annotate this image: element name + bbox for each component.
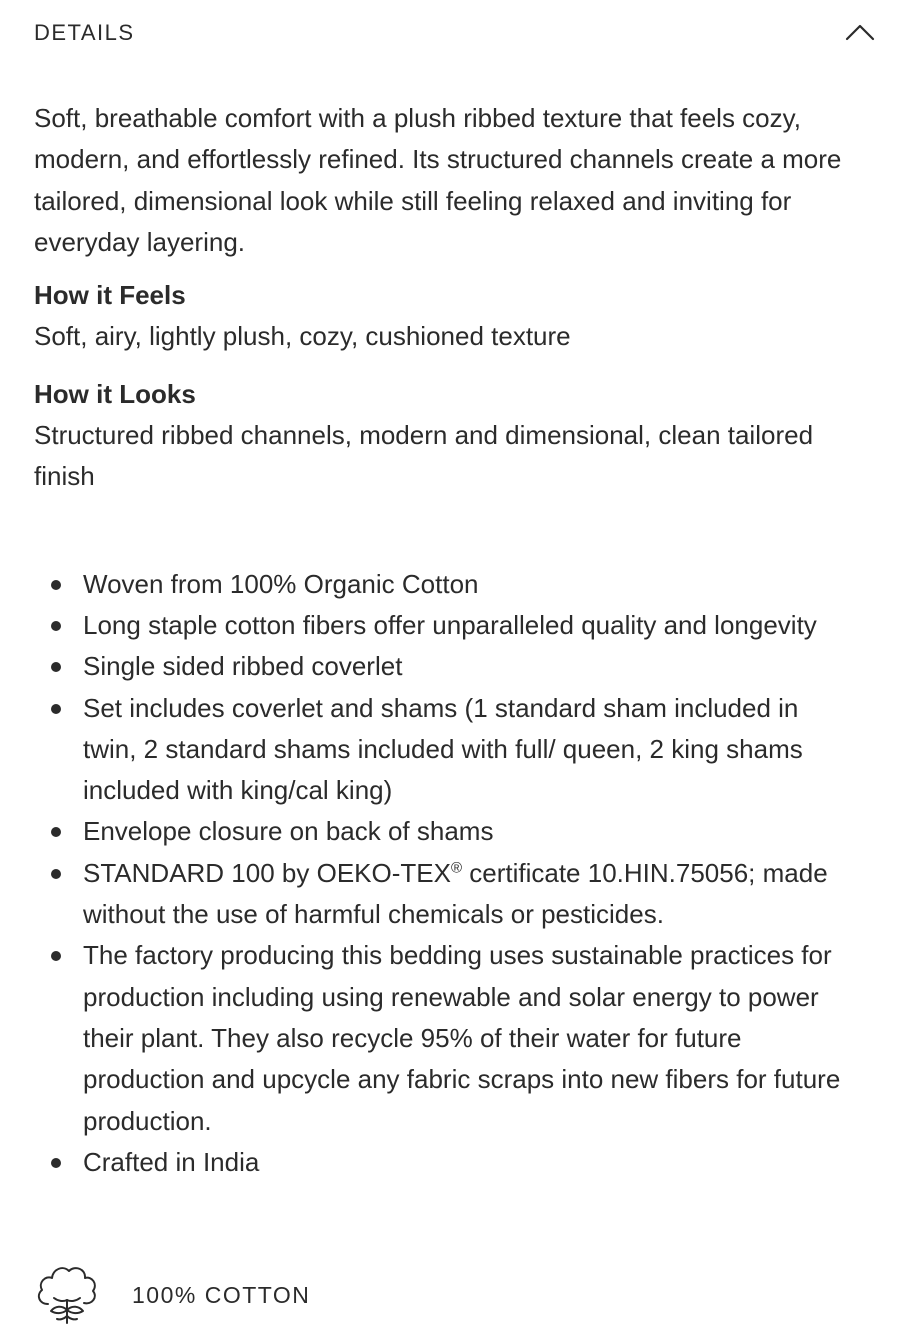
- registered-mark: ®: [450, 859, 463, 877]
- bullet-icon: [51, 951, 61, 961]
- section-title: DETAILS: [34, 20, 135, 45]
- product-description: Soft, breathable comfort with a plush ribbed texture that feels cozy, modern, and effortlessly refined. Its structured channels create a more tailored, dimensional look while still feeling relaxed and inviting for everyday layering.: [34, 103, 842, 257]
- cotton-boll-icon: [34, 1262, 100, 1331]
- bullet-icon: [51, 662, 61, 672]
- material-badge: [34, 1262, 534, 1326]
- feature-list: [34, 564, 854, 1183]
- list-item: Crafted in India: [34, 1142, 854, 1183]
- bullet-icon: [51, 1158, 61, 1168]
- bullet-icon: [51, 621, 61, 631]
- looks-text: Structured ribbed channels, modern and dimensional, clean tailored finish: [34, 420, 814, 492]
- material-label: 100% COTTON: [132, 1282, 311, 1308]
- chevron-up-icon[interactable]: [844, 18, 876, 46]
- list-item: The factory producing this bedding uses sustainable practices for production including using renewable and solar energy to power their plant. They also recycle 95% of their water for future production and upcycle any fabric scraps into new fibers for future production.: [34, 935, 854, 1141]
- feels-text: Soft, airy, lightly plush, cozy, cushioned texture: [34, 321, 571, 352]
- list-item: Long staple cotton fibers offer unparalleled quality and longevity: [34, 605, 854, 646]
- details-content: [34, 98, 854, 1183]
- list-item: Woven from 100% Organic Cotton: [34, 564, 854, 605]
- list-item: Set includes coverlet and shams (1 standard sham included in twin, 2 standard shams included with full/ queen, 2 king shams included with king/cal king): [34, 688, 854, 812]
- list-item: Single sided ribbed coverlet: [34, 646, 854, 687]
- feels-heading: How it Feels: [34, 280, 186, 311]
- details-header[interactable]: [34, 18, 876, 48]
- oeko-tex-label: STANDARD 100 by OEKO-TEX: [83, 857, 451, 888]
- bullet-icon: [51, 704, 61, 714]
- bullet-icon: [51, 827, 61, 837]
- list-item: STANDARD 100 by OEKO-TEX® certificate 10.HIN.75056; made without the use of harmful chemicals or pesticides.: [34, 853, 854, 936]
- looks-heading: How it Looks: [34, 378, 196, 409]
- bullet-icon: [51, 869, 61, 879]
- bullet-icon: [51, 580, 61, 590]
- list-item: Envelope closure on back of shams: [34, 811, 854, 852]
